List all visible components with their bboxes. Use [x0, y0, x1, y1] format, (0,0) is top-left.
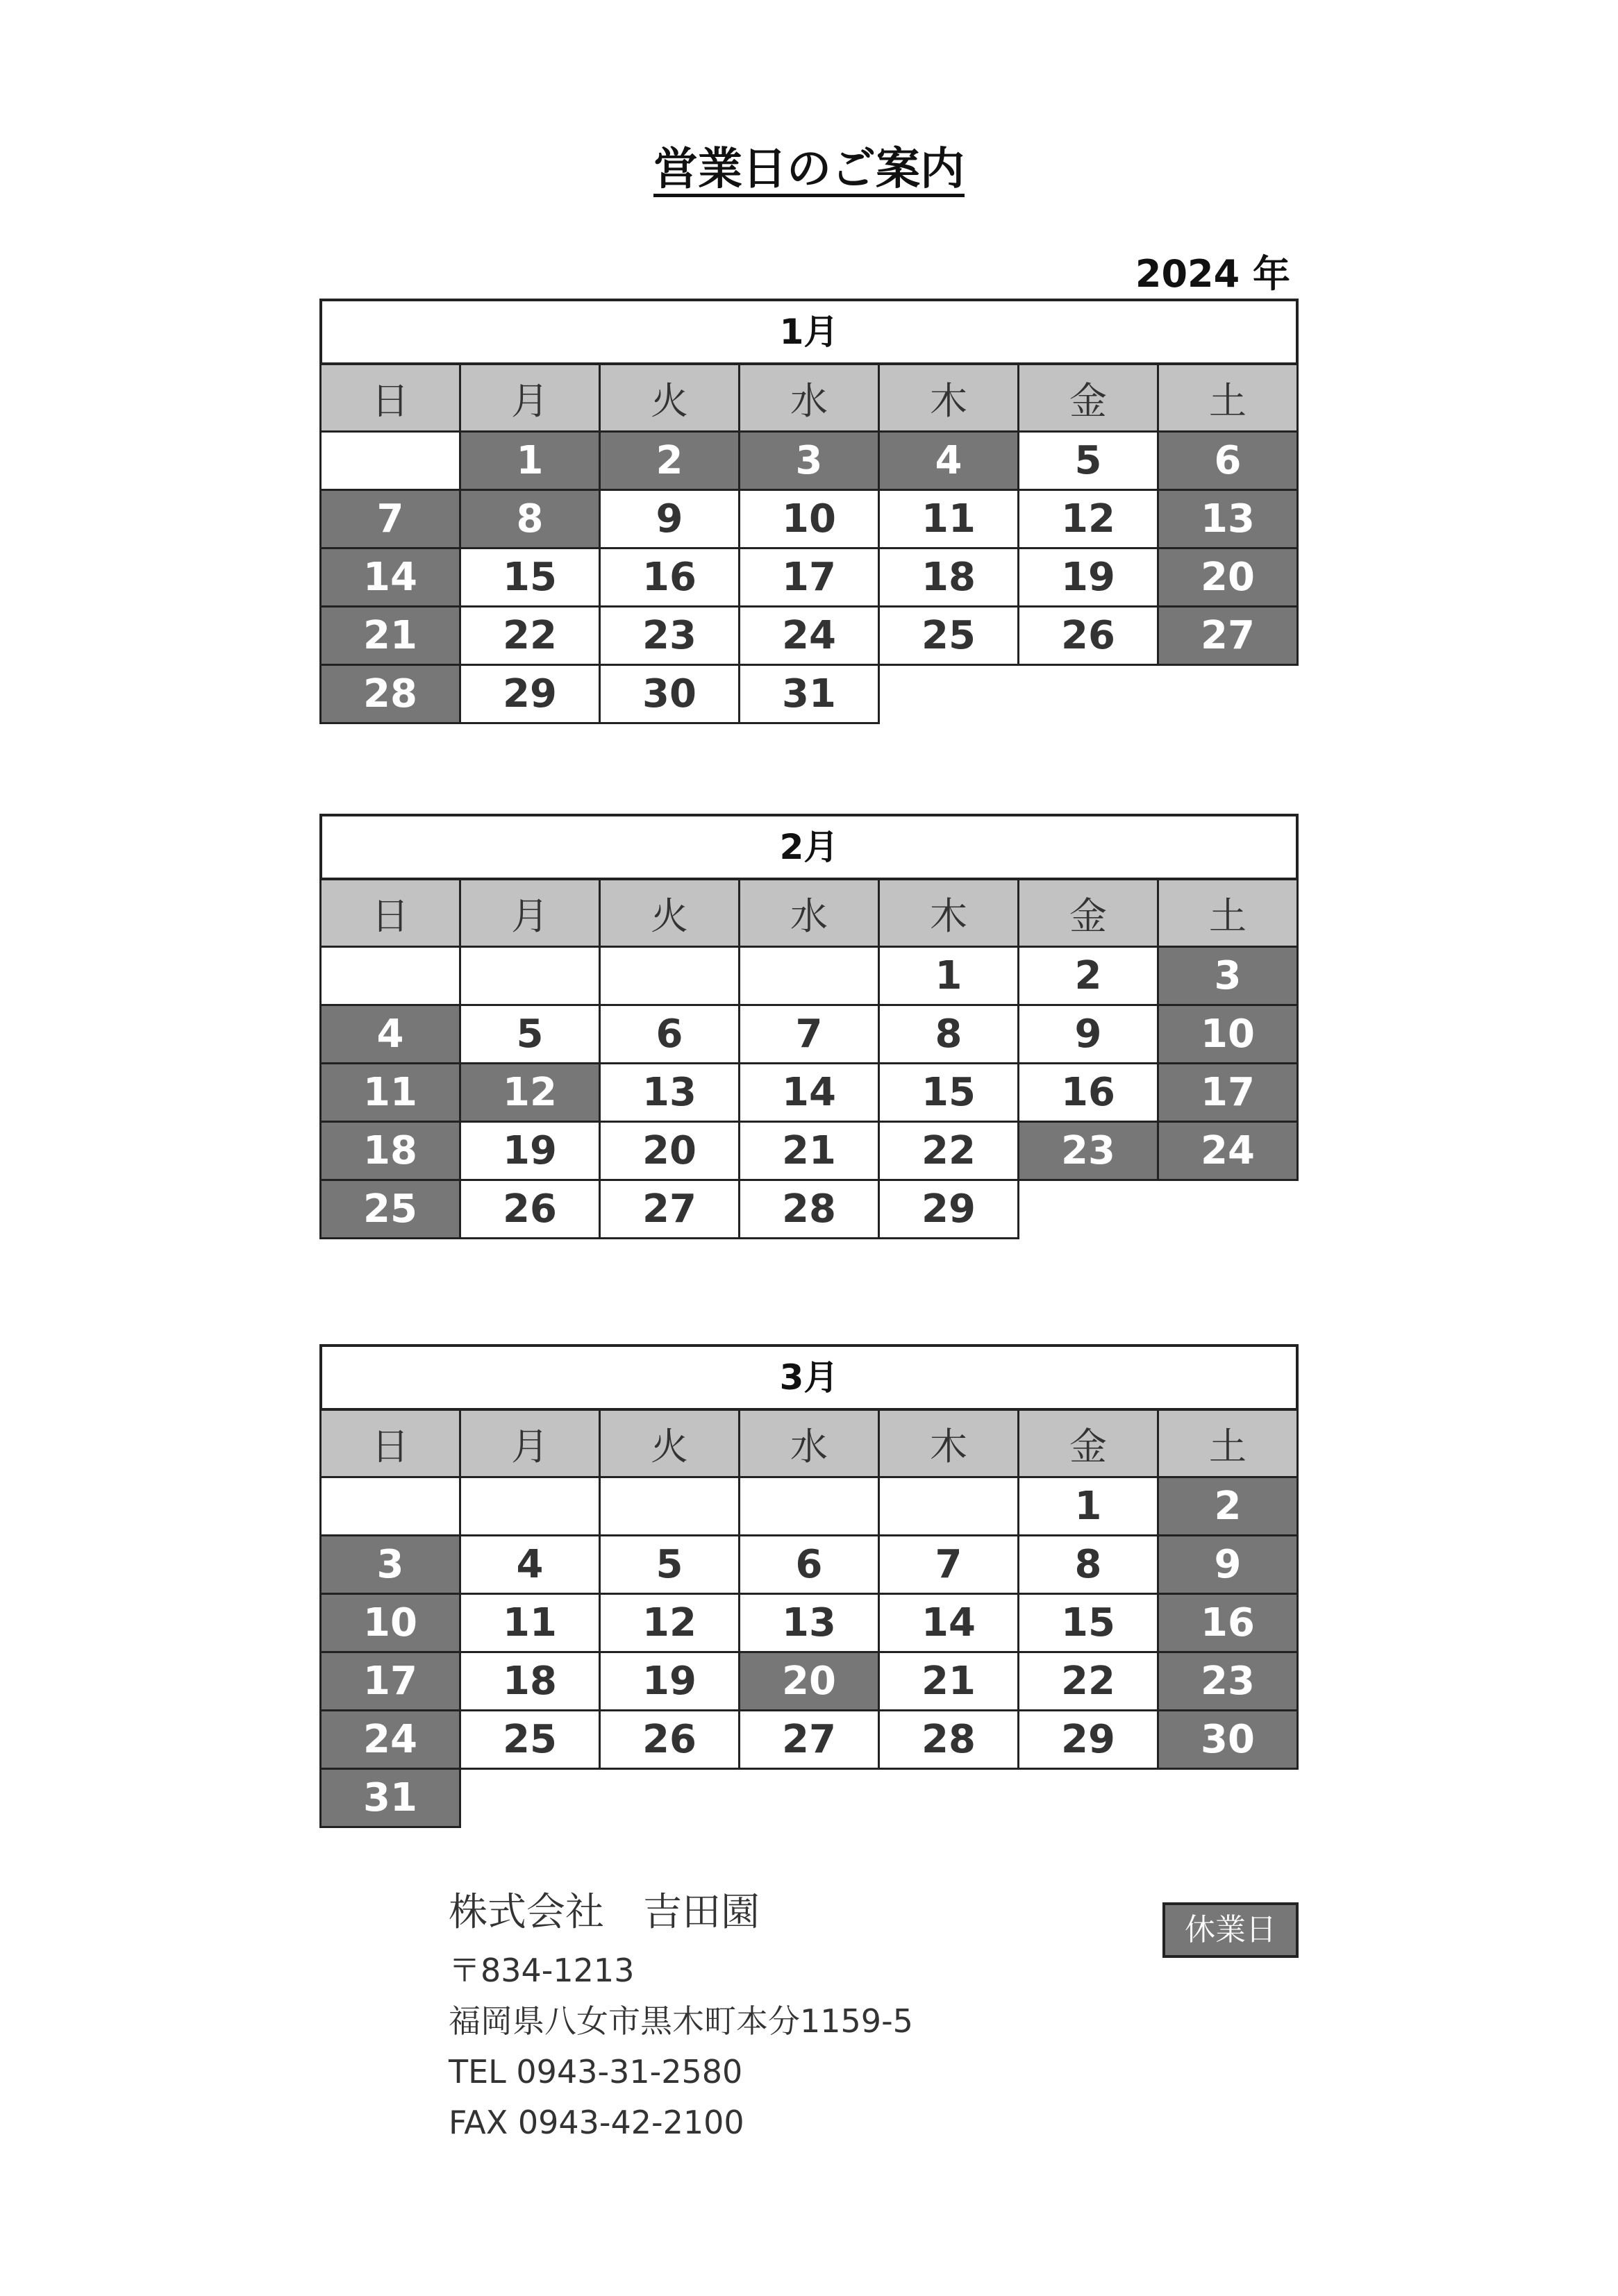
day-cell: 26 — [600, 1711, 740, 1769]
holiday-cell: 30 — [1158, 1711, 1298, 1769]
day-cell: 22 — [1019, 1652, 1158, 1711]
day-cell: 27 — [600, 1180, 740, 1239]
weekday-label: 水 — [740, 364, 879, 432]
company-address: 福岡県八女市黒木町本分1159-5 — [449, 2002, 913, 2040]
holiday-cell: 20 — [740, 1652, 879, 1711]
day-cell: 16 — [600, 548, 740, 607]
page-title: 営業日のご案内 — [653, 144, 965, 195]
day-cell — [321, 432, 460, 490]
calendar-month — [319, 814, 1299, 1239]
day-cell: 21 — [879, 1652, 1019, 1711]
day-cell: 5 — [460, 1005, 600, 1064]
day-cell: 15 — [1019, 1594, 1158, 1652]
day-cell: 7 — [740, 1005, 879, 1064]
empty-slot — [1019, 1769, 1158, 1827]
day-cell: 9 — [600, 490, 740, 548]
weekday-header-row — [321, 1409, 1298, 1477]
week-row — [321, 1711, 1298, 1769]
day-cell: 27 — [740, 1711, 879, 1769]
day-cell: 8 — [1019, 1536, 1158, 1594]
day-cell: 1 — [1019, 1477, 1158, 1536]
day-cell: 16 — [1019, 1064, 1158, 1122]
empty-slot — [1158, 1769, 1298, 1827]
day-cell: 12 — [1019, 490, 1158, 548]
week-row — [321, 1536, 1298, 1594]
week-row — [321, 1477, 1298, 1536]
day-cell: 7 — [879, 1536, 1019, 1594]
day-cell: 5 — [1019, 432, 1158, 490]
week-row — [321, 947, 1298, 1005]
empty-slot — [1019, 665, 1158, 723]
day-cell — [600, 947, 740, 1005]
holiday-cell: 9 — [1158, 1536, 1298, 1594]
holiday-cell: 11 — [321, 1064, 460, 1122]
holiday-cell: 21 — [321, 607, 460, 665]
day-cell: 5 — [600, 1536, 740, 1594]
day-cell: 18 — [460, 1652, 600, 1711]
weekday-label: 火 — [600, 364, 740, 432]
month-grid — [319, 362, 1299, 724]
weekday-label: 水 — [740, 879, 879, 947]
postal-code: 〒834-1213 — [449, 1952, 635, 1989]
day-cell: 22 — [460, 607, 600, 665]
day-cell: 1 — [879, 947, 1019, 1005]
day-cell: 11 — [879, 490, 1019, 548]
weekday-label: 金 — [1019, 364, 1158, 432]
day-cell: 19 — [600, 1652, 740, 1711]
day-cell: 13 — [600, 1064, 740, 1122]
day-cell: 21 — [740, 1122, 879, 1180]
weekday-label: 金 — [1019, 1409, 1158, 1477]
holiday-cell: 24 — [321, 1711, 460, 1769]
day-cell: 10 — [740, 490, 879, 548]
day-cell: 9 — [1019, 1005, 1158, 1064]
empty-slot — [1019, 1180, 1158, 1239]
month-header: 3月 — [319, 1344, 1299, 1408]
day-cell: 25 — [879, 607, 1019, 665]
day-cell: 4 — [460, 1536, 600, 1594]
day-cell: 23 — [600, 607, 740, 665]
month-header: 1月 — [319, 299, 1299, 362]
day-cell: 8 — [879, 1005, 1019, 1064]
fax-number: FAX 0943-42-2100 — [449, 2104, 744, 2141]
empty-slot — [460, 1769, 600, 1827]
holiday-cell: 28 — [321, 665, 460, 723]
week-row — [321, 1122, 1298, 1180]
calendar-month — [319, 299, 1299, 724]
empty-slot — [740, 1769, 879, 1827]
week-row — [321, 548, 1298, 607]
month-grid — [319, 878, 1299, 1239]
holiday-cell: 20 — [1158, 548, 1298, 607]
day-cell — [740, 1477, 879, 1536]
holiday-cell: 3 — [1158, 947, 1298, 1005]
weekday-label: 木 — [879, 1409, 1019, 1477]
weekday-label: 月 — [460, 879, 600, 947]
empty-slot — [1158, 665, 1298, 723]
holiday-cell: 8 — [460, 490, 600, 548]
day-cell — [879, 1477, 1019, 1536]
day-cell: 29 — [879, 1180, 1019, 1239]
weekday-label: 木 — [879, 879, 1019, 947]
holiday-cell: 3 — [321, 1536, 460, 1594]
month-grid — [319, 1408, 1299, 1828]
week-row — [321, 1005, 1298, 1064]
day-cell: 31 — [740, 665, 879, 723]
company-name: 株式会社 吉田園 — [449, 1890, 760, 1935]
holiday-cell: 24 — [1158, 1122, 1298, 1180]
day-cell: 15 — [460, 548, 600, 607]
company-info — [449, 1882, 913, 2148]
day-cell: 12 — [600, 1594, 740, 1652]
day-cell — [460, 1477, 600, 1536]
day-cell: 6 — [600, 1005, 740, 1064]
month-header: 2月 — [319, 814, 1299, 878]
day-cell: 24 — [740, 607, 879, 665]
holiday-legend: 休業日 — [1162, 1902, 1299, 1958]
weekday-label: 月 — [460, 364, 600, 432]
week-row — [321, 1769, 1298, 1827]
day-cell: 11 — [460, 1594, 600, 1652]
day-cell — [321, 947, 460, 1005]
weekday-header-row — [321, 879, 1298, 947]
holiday-cell: 3 — [740, 432, 879, 490]
holiday-cell: 6 — [1158, 432, 1298, 490]
weekday-label: 金 — [1019, 879, 1158, 947]
day-cell: 18 — [879, 548, 1019, 607]
day-cell: 19 — [1019, 548, 1158, 607]
week-row — [321, 1064, 1298, 1122]
day-cell: 14 — [879, 1594, 1019, 1652]
holiday-cell: 2 — [600, 432, 740, 490]
day-cell — [740, 947, 879, 1005]
week-row — [321, 665, 1298, 723]
weekday-label: 日 — [321, 1409, 460, 1477]
day-cell: 29 — [460, 665, 600, 723]
weekday-label: 木 — [879, 364, 1019, 432]
weekday-label: 月 — [460, 1409, 600, 1477]
calendar-year: 2024 年 — [1135, 252, 1290, 296]
holiday-cell: 2 — [1158, 1477, 1298, 1536]
day-cell: 13 — [740, 1594, 879, 1652]
day-cell: 22 — [879, 1122, 1019, 1180]
day-cell: 19 — [460, 1122, 600, 1180]
empty-slot — [600, 1769, 740, 1827]
weekday-header-row — [321, 364, 1298, 432]
day-cell: 26 — [1019, 607, 1158, 665]
day-cell: 17 — [740, 548, 879, 607]
holiday-cell: 4 — [321, 1005, 460, 1064]
day-cell — [460, 947, 600, 1005]
weekday-label: 日 — [321, 879, 460, 947]
weekday-label: 土 — [1158, 879, 1298, 947]
weekday-label: 火 — [600, 879, 740, 947]
week-row — [321, 1594, 1298, 1652]
day-cell: 6 — [740, 1536, 879, 1594]
day-cell: 29 — [1019, 1711, 1158, 1769]
week-row — [321, 1180, 1298, 1239]
holiday-cell: 25 — [321, 1180, 460, 1239]
day-cell: 26 — [460, 1180, 600, 1239]
weekday-label: 火 — [600, 1409, 740, 1477]
week-row — [321, 1652, 1298, 1711]
phone-number: TEL 0943-31-2580 — [449, 2053, 743, 2090]
holiday-cell: 14 — [321, 548, 460, 607]
empty-slot — [879, 1769, 1019, 1827]
holiday-cell: 17 — [321, 1652, 460, 1711]
weekday-label: 土 — [1158, 364, 1298, 432]
day-cell: 28 — [879, 1711, 1019, 1769]
holiday-cell: 12 — [460, 1064, 600, 1122]
day-cell: 20 — [600, 1122, 740, 1180]
weekday-label: 水 — [740, 1409, 879, 1477]
week-row — [321, 490, 1298, 548]
day-cell: 15 — [879, 1064, 1019, 1122]
day-cell: 28 — [740, 1180, 879, 1239]
holiday-cell: 4 — [879, 432, 1019, 490]
week-row — [321, 432, 1298, 490]
day-cell: 25 — [460, 1711, 600, 1769]
holiday-cell: 31 — [321, 1769, 460, 1827]
holiday-cell: 17 — [1158, 1064, 1298, 1122]
holiday-cell: 27 — [1158, 607, 1298, 665]
day-cell — [600, 1477, 740, 1536]
holiday-cell: 10 — [1158, 1005, 1298, 1064]
holiday-cell: 16 — [1158, 1594, 1298, 1652]
holiday-cell: 23 — [1019, 1122, 1158, 1180]
holiday-cell: 23 — [1158, 1652, 1298, 1711]
week-row — [321, 607, 1298, 665]
holiday-cell: 1 — [460, 432, 600, 490]
day-cell: 2 — [1019, 947, 1158, 1005]
holiday-cell: 10 — [321, 1594, 460, 1652]
day-cell: 30 — [600, 665, 740, 723]
day-cell — [321, 1477, 460, 1536]
weekday-label: 土 — [1158, 1409, 1298, 1477]
day-cell: 14 — [740, 1064, 879, 1122]
holiday-cell: 13 — [1158, 490, 1298, 548]
calendar-month — [319, 1344, 1299, 1828]
holiday-cell: 18 — [321, 1122, 460, 1180]
holiday-cell: 7 — [321, 490, 460, 548]
empty-slot — [1158, 1180, 1298, 1239]
weekday-label: 日 — [321, 364, 460, 432]
empty-slot — [879, 665, 1019, 723]
